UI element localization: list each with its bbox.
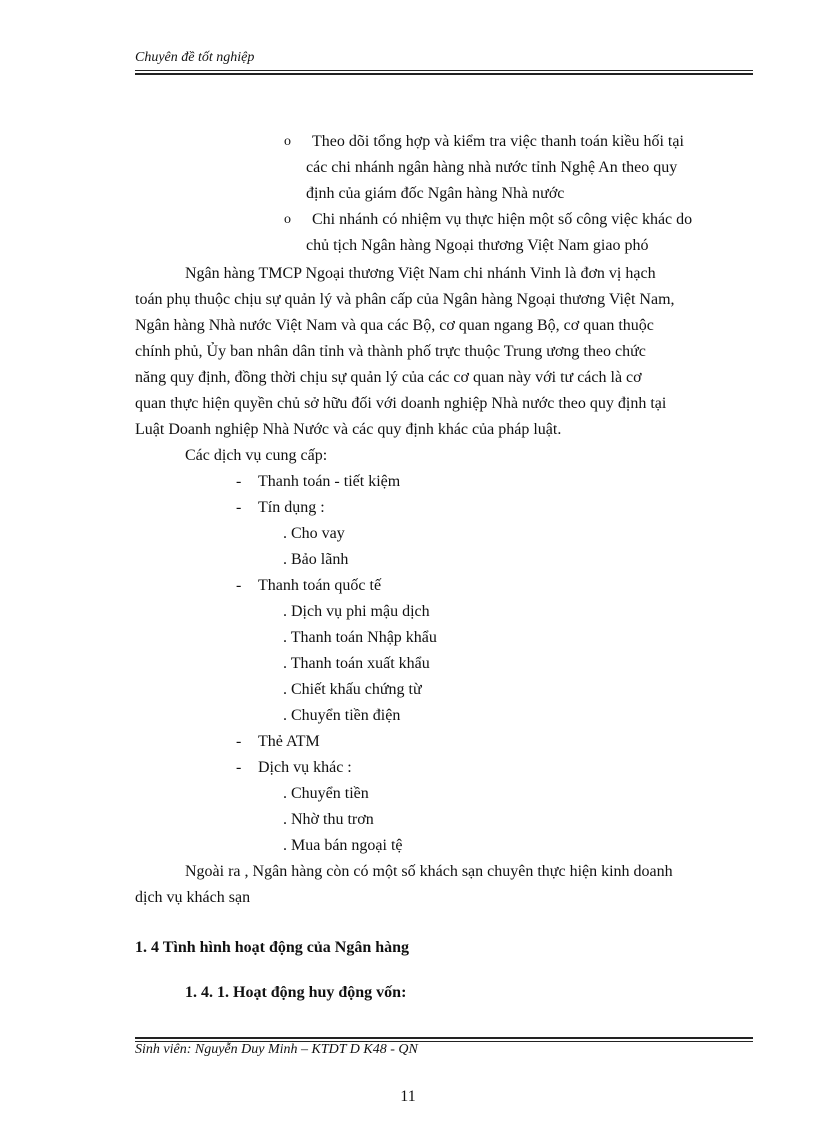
dash-bullet: - — [236, 499, 242, 516]
paragraph-line: Ngoài ra , Ngân hàng còn có một số khách sạn chuyên thực hiện kinh doanh — [185, 863, 673, 880]
bullet-o-icon: o — [284, 212, 291, 227]
service-subitem: . Chuyển tiền điện — [283, 707, 401, 724]
paragraph-line: Ngân hàng Nhà nước Việt Nam và qua các Bộ, cơ quan ngang Bộ, cơ quan thuộc — [135, 317, 654, 334]
paragraph-line: Ngân hàng TMCP Ngoại thương Việt Nam chi nhánh Vinh là đơn vị hạch — [185, 265, 656, 282]
service-item: Dịch vụ khác : — [258, 759, 352, 776]
dash-bullet: - — [236, 577, 242, 594]
paragraph-line: dịch vụ khách sạn — [135, 889, 251, 906]
page-header-title: Chuyên đề tốt nghiệp — [135, 50, 255, 65]
header-rule-thin — [135, 70, 753, 71]
dash-bullet: - — [236, 759, 242, 776]
services-intro: Các dịch vụ cung cấp: — [185, 447, 328, 464]
paragraph-line: năng quy định, đồng thời chịu sự quản lý của các cơ quan này với tư cách là cơ — [135, 369, 642, 386]
service-subitem: . Chuyển tiền — [283, 785, 369, 802]
service-item: Thanh toán - tiết kiệm — [258, 473, 401, 490]
service-subitem: . Chiết khấu chứng từ — [283, 681, 422, 698]
dash-bullet: - — [236, 473, 242, 490]
bullet-line: chủ tịch Ngân hàng Ngoại thương Việt Nam giao phó — [306, 237, 649, 254]
service-item: Tín dụng : — [258, 499, 325, 516]
bullet-line: định của giám đốc Ngân hàng Nhà nước — [306, 185, 565, 202]
service-subitem: . Mua bán ngoại tệ — [283, 837, 403, 854]
service-subitem: . Dịch vụ phi mậu dịch — [283, 603, 430, 620]
paragraph-line: chính phủ, Ủy ban nhân dân tỉnh và thành phố trực thuộc Trung ương theo chức — [135, 343, 646, 360]
section-heading: 1. 4 Tình hình hoạt động của Ngân hàng — [135, 939, 410, 956]
service-subitem: . Thanh toán xuất khẩu — [283, 655, 430, 672]
service-subitem: . Bảo lãnh — [283, 551, 349, 568]
service-item: Thẻ ATM — [258, 733, 320, 750]
service-subitem: . Nhờ thu trơn — [283, 811, 374, 828]
bullet-line: các chi nhánh ngân hàng nhà nước tỉnh Nghệ An theo quy — [306, 159, 678, 176]
bullet-line: Theo dõi tổng hợp và kiểm tra việc thanh toán kiều hối tại — [312, 133, 684, 150]
dash-bullet: - — [236, 733, 242, 750]
page-number: 11 — [400, 1088, 416, 1105]
header-rule-thick — [135, 73, 753, 75]
footer-rule-thick — [135, 1037, 753, 1039]
service-item: Thanh toán quốc tế — [258, 577, 382, 594]
subsection-heading: 1. 4. 1. Hoạt động huy động vốn: — [185, 984, 407, 1001]
paragraph-line: Luật Doanh nghiệp Nhà Nước và các quy định khác của pháp luật. — [135, 421, 562, 438]
paragraph-line: toán phụ thuộc chịu sự quản lý và phân cấp của Ngân hàng Ngoại thương Việt Nam, — [135, 291, 675, 308]
bullet-line: Chi nhánh có nhiệm vụ thực hiện một số công việc khác do — [312, 211, 693, 228]
footer-author: Sinh viên: Nguyễn Duy Minh – KTDT D K48 - QN — [135, 1042, 418, 1057]
paragraph-line: quan thực hiện quyền chủ sở hữu đối với doanh nghiệp Nhà nước theo quy định tại — [135, 395, 667, 412]
service-subitem: . Cho vay — [283, 525, 345, 542]
bullet-o-icon: o — [284, 134, 291, 149]
service-subitem: . Thanh toán Nhập khẩu — [283, 629, 437, 646]
